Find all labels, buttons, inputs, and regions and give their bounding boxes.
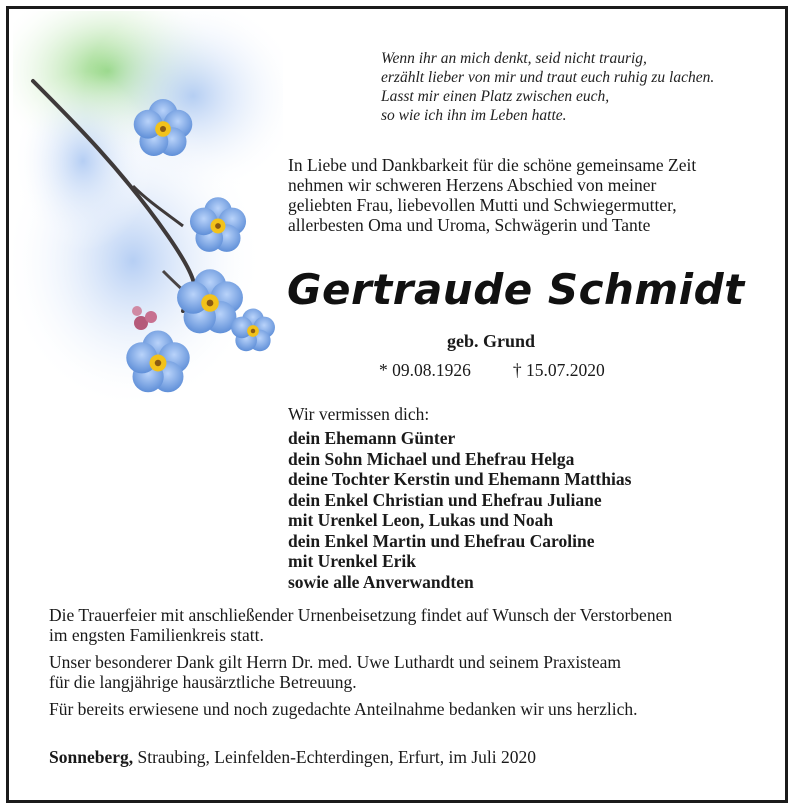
funeral-note: [49, 605, 779, 645]
poem-line: so wie ich ihn im Leben hatte.: [381, 107, 567, 124]
mourner-line: dein Ehemann Günter: [288, 428, 456, 448]
place-primary: Sonneberg,: [49, 747, 134, 767]
farewell-line: In Liebe und Dankbarkeit für die schöne gemeinsame Zeit: [288, 155, 697, 175]
obituary-notice: [6, 6, 788, 803]
farewell-text: [288, 155, 768, 235]
mourner-line: sowie alle Anverwandten: [288, 571, 474, 592]
death-date: † 15.07.2020: [512, 360, 605, 380]
maiden-name: geb. Grund: [447, 331, 536, 351]
poem-line: Lasst mir einen Platz zwischen euch,: [381, 88, 610, 105]
funeral-note-line: Die Trauerfeier mit anschließender Urnenbeisetzung findet auf Wunsch der Verstorbenen: [49, 605, 673, 625]
mourner-line: dein Sohn Michael und Ehefrau Helga: [288, 448, 575, 469]
birth-date: * 09.08.1926: [379, 360, 471, 380]
memorial-poem: [381, 49, 781, 125]
mourner-line: dein Enkel Christian und Ehefrau Juliane: [288, 489, 602, 510]
farewell-line: geliebten Frau, liebevollen Mutti und Schwiegermutter,: [288, 195, 677, 215]
doctor-thanks: [49, 652, 779, 692]
place-and-date: [49, 747, 536, 768]
farewell-line: allerbesten Oma und Uroma, Schwägerin und Tante: [288, 215, 651, 235]
general-thanks-line: Für bereits erwiesene und noch zugedachte Anteilnahme bedanken wir uns herzlich.: [49, 699, 638, 719]
doctor-thanks-line: für die langjährige hausärztliche Betreuung.: [49, 672, 357, 692]
life-dates: [379, 360, 605, 381]
closing-notes: [49, 605, 779, 726]
mourner-line: mit Urenkel Erik: [288, 551, 417, 571]
doctor-thanks-line: Unser besonderer Dank gilt Herrn Dr. med. Uwe Luthardt und seinem Praxisteam: [49, 652, 621, 672]
place-rest: Straubing, Leinfelden-Echterdingen, Erfurt, im Juli 2020: [133, 747, 536, 767]
mourners-heading: Wir vermissen dich:: [288, 404, 430, 424]
mourner-line: deine Tochter Kerstin und Ehemann Matthias: [288, 469, 632, 489]
general-thanks: [49, 699, 779, 719]
mourners-list: [288, 428, 631, 592]
mourner-line: mit Urenkel Leon, Lukas und Noah: [288, 510, 554, 530]
mourner-line: dein Enkel Martin und Ehefrau Caroline: [288, 530, 595, 551]
forget-me-not-flowers-image: [13, 11, 283, 406]
farewell-line: nehmen wir schweren Herzens Abschied von meiner: [288, 175, 657, 195]
funeral-note-line: im engsten Familienkreis statt.: [49, 625, 264, 645]
poem-line: erzählt lieber von mir und traut euch ruhig zu lachen.: [381, 69, 715, 86]
deceased-name: Gertraude Schmidt: [287, 265, 745, 314]
poem-line: Wenn ihr an mich denkt, seid nicht traurig,: [381, 50, 647, 67]
